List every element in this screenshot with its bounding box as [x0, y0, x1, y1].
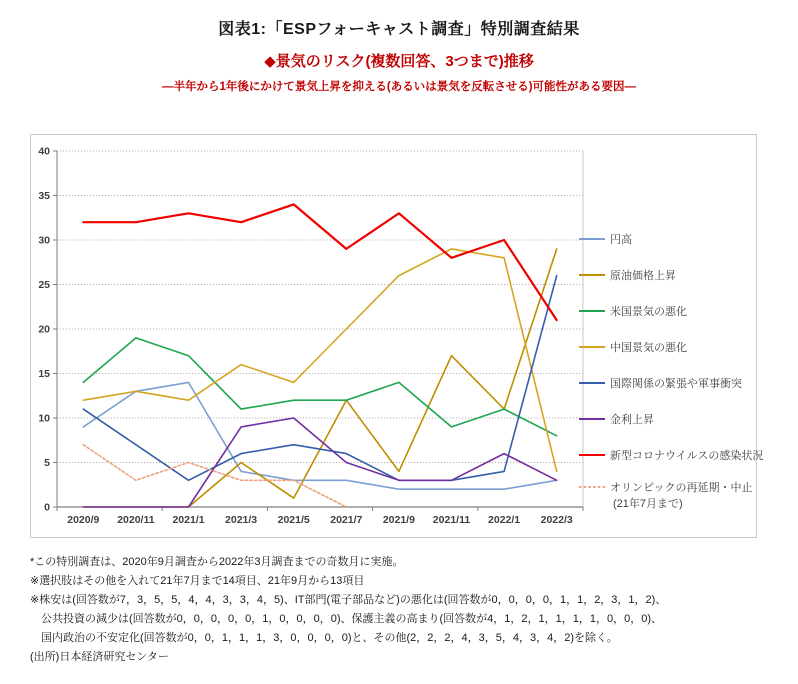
legend-label-line2: (21年7月まで): [613, 498, 683, 510]
y-axis-label: 40: [38, 145, 50, 158]
legend-label: 国際関係の緊張や軍事衝突: [610, 378, 742, 390]
chart-figure: [30, 134, 764, 538]
legend-label: 金利上昇: [610, 414, 654, 426]
legend-line-swatch: [579, 453, 605, 457]
legend-line-swatch: [579, 309, 605, 313]
y-axis-label: 15: [38, 368, 50, 380]
legend-line-swatch: [579, 237, 605, 241]
x-axis-label: 2020/9: [67, 514, 100, 526]
footnote-line-0: *この特別調査は、2020年9月調査から2022年3月調査までの奇数月に実施。: [30, 556, 404, 568]
x-axis-label: 2021/3: [225, 514, 258, 526]
footnote-line-3: 公共投資の減少は(回答数が0，0，0，0，0，1，0，0，0，0)、保護主義の高まり(回答数が4，1，2，1，1，1，1，0，0，0)、: [41, 613, 663, 625]
legend-item-7: [579, 473, 755, 530]
legend-item-6: [579, 437, 764, 473]
legend-item-0: [579, 221, 755, 257]
series-line-2: [83, 338, 556, 436]
footnote-line-4: 国内政治の不安定化(回答数が0，0，1，1，1，3，0，0，0，0)と、その他(2，2，2，4，3，5，4，3，4，2)を除く。: [41, 632, 618, 644]
footnote-line-1: ※選択肢はその他を入れて21年7月まで14項目、21年9月から13項目: [30, 575, 365, 587]
legend-line-swatch: [579, 273, 605, 277]
legend-item-1: [579, 257, 755, 293]
x-axis-label: 2021/11: [432, 514, 471, 526]
y-axis-label: 0: [44, 501, 50, 514]
legend-label: 円高: [610, 234, 632, 246]
y-axis-label: 30: [38, 234, 50, 247]
chart-legend: [579, 221, 764, 530]
footnote-line-2: ※株安は(回答数が7，3，5，5，4，4，3，3，4，5)、IT部門(電子部品など)の悪化は(回答数が0，0，0，0，1，1，2，3，1，2)、: [30, 594, 667, 606]
x-axis-label: 2022/3: [540, 514, 573, 526]
series-line-3: [83, 249, 556, 472]
y-axis-label: 10: [38, 412, 50, 425]
y-axis-label: 25: [38, 279, 50, 291]
legend-item-5: [579, 401, 755, 437]
title-block: [0, 0, 798, 94]
legend-label: 新型コロナウイルスの感染状況: [610, 450, 764, 462]
x-axis-label: 2021/9: [382, 514, 415, 526]
footnotes: [30, 553, 798, 667]
legend-item-4: [579, 365, 755, 401]
legend-label: 原油価格上昇: [610, 270, 676, 282]
x-axis-label: 2020/11: [117, 514, 155, 526]
x-axis-label: 2022/1: [488, 514, 521, 526]
legend-line-swatch: [579, 381, 605, 385]
legend-label: オリンピックの再延期・中止: [610, 482, 753, 494]
chart-subnote: ―半年から1年後にかけて景気上昇を抑える(あるいは景気を反転させる)可能性がある要因―: [161, 81, 637, 93]
chart-title: 図表1:「ESPフォーキャスト調査」特別調査結果: [218, 21, 580, 38]
series-line-6: [83, 204, 556, 320]
y-axis-label: 20: [38, 323, 50, 336]
legend-label: 中国景気の悪化: [610, 342, 687, 354]
legend-line-swatch: [579, 485, 605, 489]
legend-item-2: [579, 293, 755, 329]
series-line-1: [83, 249, 556, 507]
x-axis-label: 2021/5: [277, 514, 310, 526]
legend-label: 米国景気の悪化: [610, 306, 687, 318]
y-axis-label: 35: [38, 190, 50, 202]
x-axis-label: 2021/7: [330, 514, 363, 526]
legend-line-swatch: [579, 417, 605, 421]
x-axis-label: 2021/1: [172, 514, 205, 526]
chart-subtitle: ◆景気のリスク(複数回答、3つまで)推移: [264, 53, 534, 70]
legend-item-3: [579, 329, 755, 365]
series-line-0: [83, 382, 556, 489]
line-chart-plot: [31, 135, 589, 537]
footnote-line-5: (出所)日本経済研究センター: [30, 651, 169, 663]
series-line-4: [83, 276, 556, 481]
y-axis-label: 5: [44, 457, 50, 469]
legend-line-swatch: [579, 345, 605, 349]
series-line-7: [83, 445, 346, 507]
